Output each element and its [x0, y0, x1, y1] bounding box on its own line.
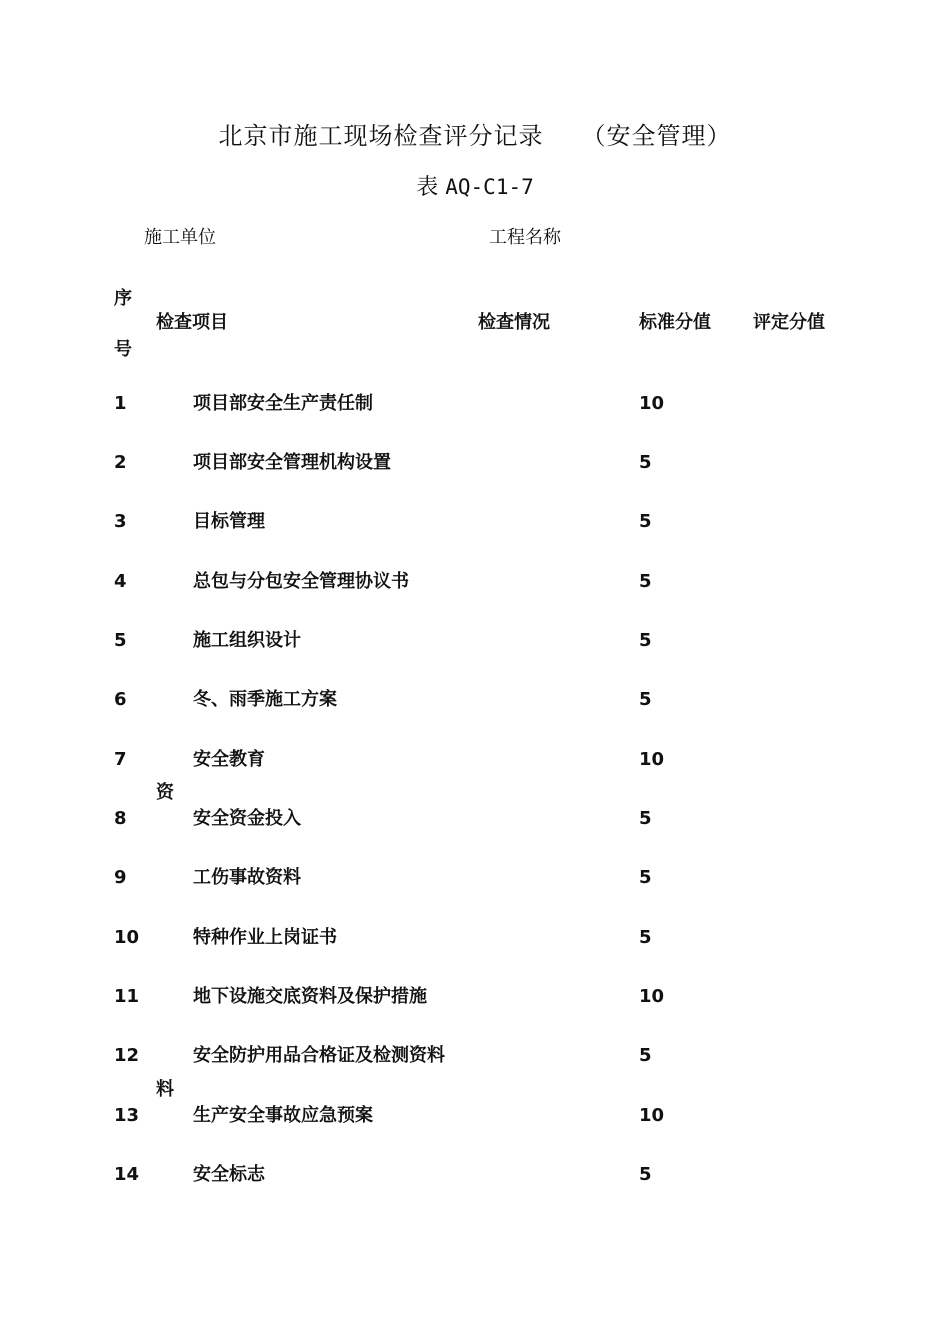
- row-item: 安全标志: [193, 1164, 265, 1185]
- title-suffix: （安全管理）: [581, 122, 732, 150]
- row-standard-score: 5: [639, 927, 652, 948]
- row-standard-score: 5: [639, 689, 652, 710]
- row-standard-score: 5: [639, 452, 652, 473]
- row-item: 项目部安全生产责任制: [193, 393, 373, 414]
- row-number: 10: [114, 927, 140, 948]
- row-standard-score: 10: [639, 986, 665, 1007]
- row-item: 目标管理: [193, 511, 265, 532]
- subtitle-prefix: 表: [416, 175, 439, 200]
- table-code: AQ-C1-7: [445, 175, 534, 199]
- row-item: 特种作业上岗证书: [193, 927, 337, 948]
- row-number: 9: [114, 867, 127, 888]
- row-number: 2: [114, 452, 127, 473]
- header-seq-line2: 号: [114, 339, 132, 360]
- row-number: 8: [114, 808, 127, 829]
- row-standard-score: 5: [639, 867, 652, 888]
- header-standard-score: 标准分值: [639, 312, 711, 333]
- row-standard-score: 5: [639, 808, 652, 829]
- construction-unit-label: 施工单位: [144, 227, 216, 248]
- row-number: 6: [114, 689, 127, 710]
- row-item: 工伤事故资料: [193, 867, 301, 888]
- row-number: 12: [114, 1045, 140, 1066]
- row-item: 施工组织设计: [193, 630, 301, 651]
- title-main: 北京市施工现场检查评分记录: [218, 122, 544, 150]
- row-item: 安全教育: [193, 749, 265, 770]
- document-title: [0, 116, 950, 151]
- row-item: 生产安全事故应急预案: [193, 1105, 373, 1126]
- row-standard-score: 5: [639, 1164, 652, 1185]
- category-label-line2: 料: [156, 1079, 174, 1100]
- row-number: 14: [114, 1164, 140, 1185]
- header-seq-line1: 序: [114, 288, 132, 309]
- project-name-label: 工程名称: [489, 227, 561, 248]
- header-item: 检查项目: [156, 312, 228, 333]
- row-number: 11: [114, 986, 140, 1007]
- row-item: 地下设施交底资料及保护措施: [193, 986, 427, 1007]
- row-standard-score: 5: [639, 571, 652, 592]
- row-standard-score: 10: [639, 749, 665, 770]
- header-assessed-score: 评定分值: [753, 312, 825, 333]
- row-number: 3: [114, 511, 127, 532]
- row-item: 总包与分包安全管理协议书: [193, 571, 409, 592]
- row-standard-score: 10: [639, 1105, 665, 1126]
- row-item: 安全防护用品合格证及检测资料: [193, 1045, 445, 1066]
- row-number: 13: [114, 1105, 140, 1126]
- row-item: 安全资金投入: [193, 808, 301, 829]
- category-label-line1: 资: [156, 782, 174, 803]
- row-number: 1: [114, 393, 127, 414]
- row-standard-score: 5: [639, 630, 652, 651]
- row-item: 冬、雨季施工方案: [193, 689, 337, 710]
- document-subtitle: [0, 170, 950, 201]
- row-number: 5: [114, 630, 127, 651]
- row-item: 项目部安全管理机构设置: [193, 452, 391, 473]
- header-status: 检查情况: [478, 312, 550, 333]
- row-standard-score: 10: [639, 393, 665, 414]
- row-standard-score: 5: [639, 511, 652, 532]
- row-standard-score: 5: [639, 1045, 652, 1066]
- row-number: 4: [114, 571, 127, 592]
- row-number: 7: [114, 749, 127, 770]
